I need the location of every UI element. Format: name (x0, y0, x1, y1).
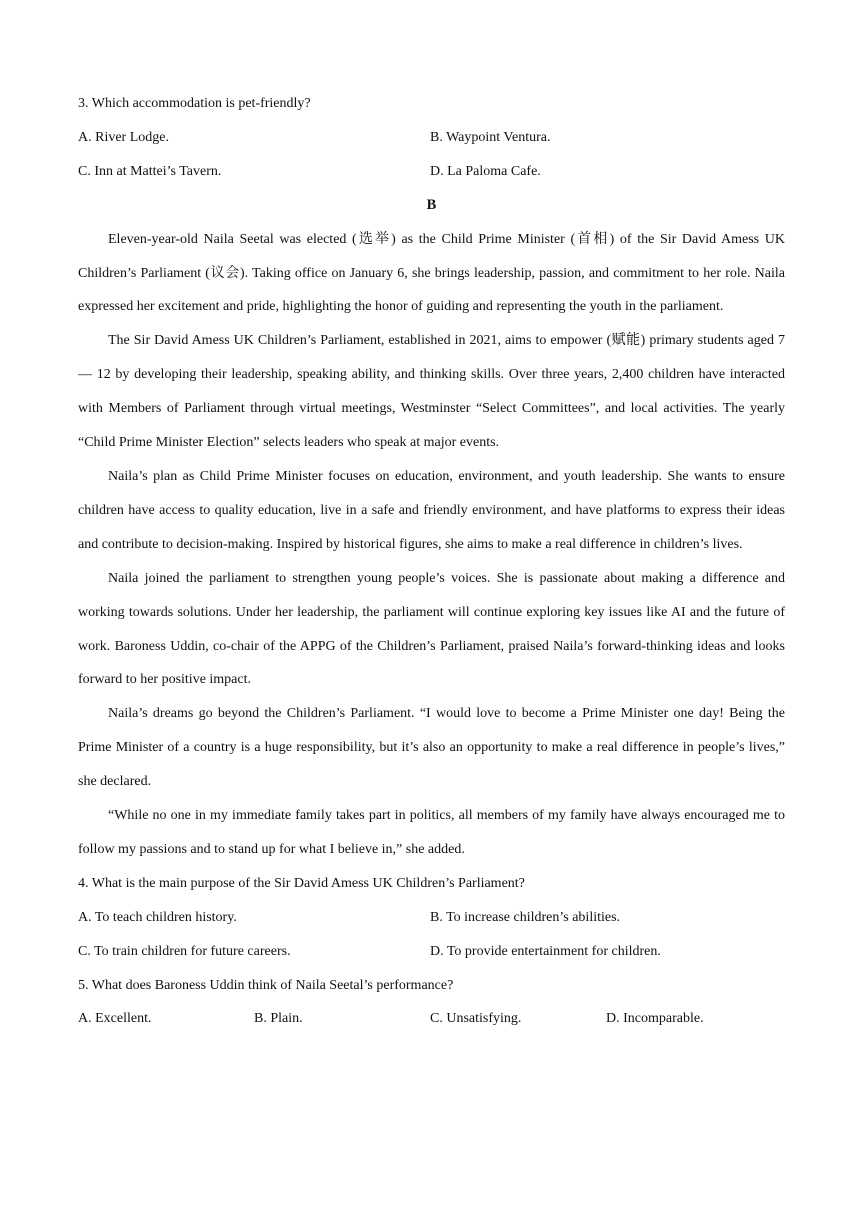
question-4-options-row-2 (78, 935, 785, 969)
passage-paragraph-5: Naila’s dreams go beyond the Children’s Parliament. “I would love to become a Prime Minister one day! Being the Prime Minister of a country is a huge responsibility, but it’s also an opportunity to make a real difference in people’s lives,” she declared. (78, 706, 785, 790)
passage-paragraph-6: “While no one in my immediate family takes part in politics, all members of my family have always encouraged me to follow my passions and to stand up for what I believe in,” she added. (78, 808, 785, 857)
question-5-option-d: D. Incomparable. (606, 1011, 704, 1027)
question-3-options-row-1 (78, 121, 785, 155)
question-3-option-c: C. Inn at Mattei’s Tavern. (78, 163, 222, 179)
question-4-stem: 4. What is the main purpose of the Sir David Amess UK Children’s Parliament? (78, 875, 525, 891)
passage-paragraph-3: Naila’s plan as Child Prime Minister focuses on education, environment, and youth leadership. She wants to ensure children have access to quality education, live in a safe and friendly environment, and have platforms to express their ideas and contribute to decision-making. Inspired by historical figures, she aims to make a real difference in children’s lives. (78, 468, 785, 552)
document-page (78, 87, 785, 1036)
section-b-heading: B (426, 196, 437, 213)
question-3-option-d: D. La Paloma Cafe. (430, 163, 541, 179)
passage-paragraph-4: Naila joined the parliament to strengthen young people’s voices. She is passionate about making a difference and working towards solutions. Under her leadership, the parliament will continue exploring key issues like AI and the future of work. Baroness Uddin, co-chair of the APPG of the Children’s Parliament, praised Naila’s forward-thinking ideas and looks forward to her positive impact. (78, 570, 785, 688)
passage-paragraph-2: The Sir David Amess UK Children’s Parliament, established in 2021, aims to empower (赋能) primary students aged 7 — 12 by developing their leadership, speaking ability, and thinking skills. Over three years, 2,400 children have interacted with Members of Parliament through virtual meetings, Westminster “Select Committees”, and local activities. The yearly “Child Prime Minister Election” selects leaders who speak at major events. (78, 333, 785, 451)
question-3-option-b: B. Waypoint Ventura. (430, 129, 551, 145)
question-4-option-c: C. To train children for future careers. (78, 943, 291, 959)
passage-paragraph-1: Eleven-year-old Naila Seetal was elected (选举) as the Child Prime Minister (首相) of the Sir David Amess UK Children’s Parliament (议会). Taking office on January 6, she brings leadership, passion, and commitment to her role. Naila expressed her excitement and pride, highlighting the honor of guiding and representing the youth in the parliament. (78, 231, 785, 315)
question-5-option-c: C. Unsatisfying. (430, 1011, 522, 1027)
question-5-stem: 5. What does Baroness Uddin think of Naila Seetal’s performance? (78, 977, 454, 993)
question-5-option-a: A. Excellent. (78, 1011, 152, 1027)
question-4-options-row-1 (78, 901, 785, 935)
question-3-option-a: A. River Lodge. (78, 129, 169, 145)
question-3-options-row-2 (78, 155, 785, 189)
question-4-option-d: D. To provide entertainment for children. (430, 943, 661, 959)
question-5-options-row (78, 1002, 785, 1036)
question-4-option-a: A. To teach children history. (78, 909, 237, 925)
question-5-option-b: B. Plain. (254, 1011, 303, 1027)
question-3-stem: 3. Which accommodation is pet-friendly? (78, 96, 311, 111)
question-4-option-b: B. To increase children’s abilities. (430, 909, 621, 925)
